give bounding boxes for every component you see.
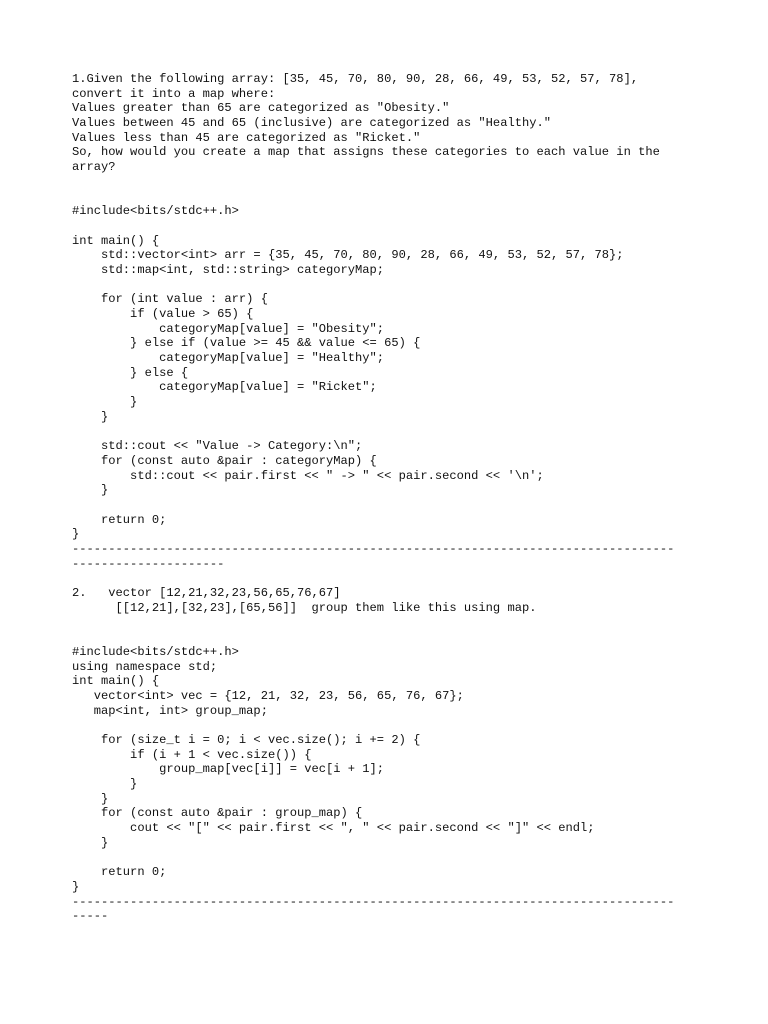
document-line: Values between 45 and 65 (inclusive) are categorized as "Healthy." xyxy=(72,116,551,131)
separator-line: ----------------------------------------------------------------------------------- xyxy=(72,894,675,909)
blank-line xyxy=(72,498,712,513)
code-line: } else { xyxy=(72,365,189,380)
code-line: std::map<int, std::string> categoryMap; xyxy=(72,262,385,277)
code-line: categoryMap[value] = "Ricket"; xyxy=(72,380,377,395)
code-line: } xyxy=(72,527,80,542)
blank-line xyxy=(72,850,712,865)
blank-line xyxy=(72,571,712,586)
code-line: if (i + 1 < vec.size()) { xyxy=(72,747,312,762)
document-line: So, how would you create a map that assigns these categories to each value in the xyxy=(72,145,660,160)
document-line: Values greater than 65 are categorized as "Obesity." xyxy=(72,101,450,116)
code-line: } xyxy=(72,835,109,850)
separator-line: ----- xyxy=(72,909,109,924)
document-line: convert it into a map where: xyxy=(72,86,276,101)
code-line: } xyxy=(72,409,109,424)
code-line: cout << "[" << pair.first << ", " << pair.second << "]" << endl; xyxy=(72,821,595,836)
blank-line xyxy=(72,615,712,630)
code-line: } else if (value >= 45 && value <= 65) { xyxy=(72,336,421,351)
code-line: using namespace std; xyxy=(72,659,218,674)
code-line: for (int value : arr) { xyxy=(72,292,268,307)
code-line: group_map[vec[i]] = vec[i + 1]; xyxy=(72,762,385,777)
blank-line xyxy=(72,425,712,440)
blank-line xyxy=(72,630,712,645)
document-line: [[12,21],[32,23],[65,56]] group them like this using map. xyxy=(72,600,537,615)
separator-line: ----------------------------------------------------------------------------------- xyxy=(72,542,675,556)
code-line: map<int, int> group_map; xyxy=(72,703,268,718)
code-line: return 0; xyxy=(72,512,167,527)
code-line: #include<bits/stdc++.h> xyxy=(72,204,239,219)
code-line: return 0; xyxy=(72,865,167,880)
code-line: int main() { xyxy=(72,233,160,248)
document-line: Values less than 45 are categorized as "Ricket." xyxy=(72,130,421,145)
code-line: } xyxy=(72,791,109,806)
code-line: std::cout << "Value -> Category:\n"; xyxy=(72,439,363,454)
blank-line xyxy=(72,278,712,293)
document-line: 1.Given the following array: [35, 45, 70, 80, 90, 28, 66, 49, 53, 52, 57, 78], xyxy=(72,72,639,86)
document-line: array? xyxy=(72,160,116,175)
blank-line xyxy=(72,718,712,733)
code-line: } xyxy=(72,879,80,894)
code-line: std::cout << pair.first << " -> " << pair.second << '\n'; xyxy=(72,468,544,483)
blank-line xyxy=(72,219,712,234)
code-line: #include<bits/stdc++.h> xyxy=(72,644,239,659)
document-page xyxy=(72,72,712,924)
code-line: for (const auto &pair : categoryMap) { xyxy=(72,453,377,468)
blank-line xyxy=(72,175,712,190)
code-line: if (value > 65) { xyxy=(72,307,254,321)
separator-line: --------------------- xyxy=(72,556,225,571)
document-line: 2. vector [12,21,32,23,56,65,76,67] xyxy=(72,586,341,601)
code-line: categoryMap[value] = "Healthy"; xyxy=(72,351,385,366)
code-line: } xyxy=(72,395,138,410)
code-line: for (size_t i = 0; i < vec.size(); i += 2) { xyxy=(72,732,421,747)
code-line: vector<int> vec = {12, 21, 32, 23, 56, 65, 76, 67}; xyxy=(72,688,464,703)
code-line: } xyxy=(72,777,138,791)
code-line: } xyxy=(72,483,109,498)
code-line: std::vector<int> arr = {35, 45, 70, 80, 90, 28, 66, 49, 53, 52, 57, 78}; xyxy=(72,248,624,263)
code-line: categoryMap[value] = "Obesity"; xyxy=(72,321,385,336)
code-line: for (const auto &pair : group_map) { xyxy=(72,806,363,821)
blank-line xyxy=(72,190,712,205)
code-line: int main() { xyxy=(72,674,160,689)
